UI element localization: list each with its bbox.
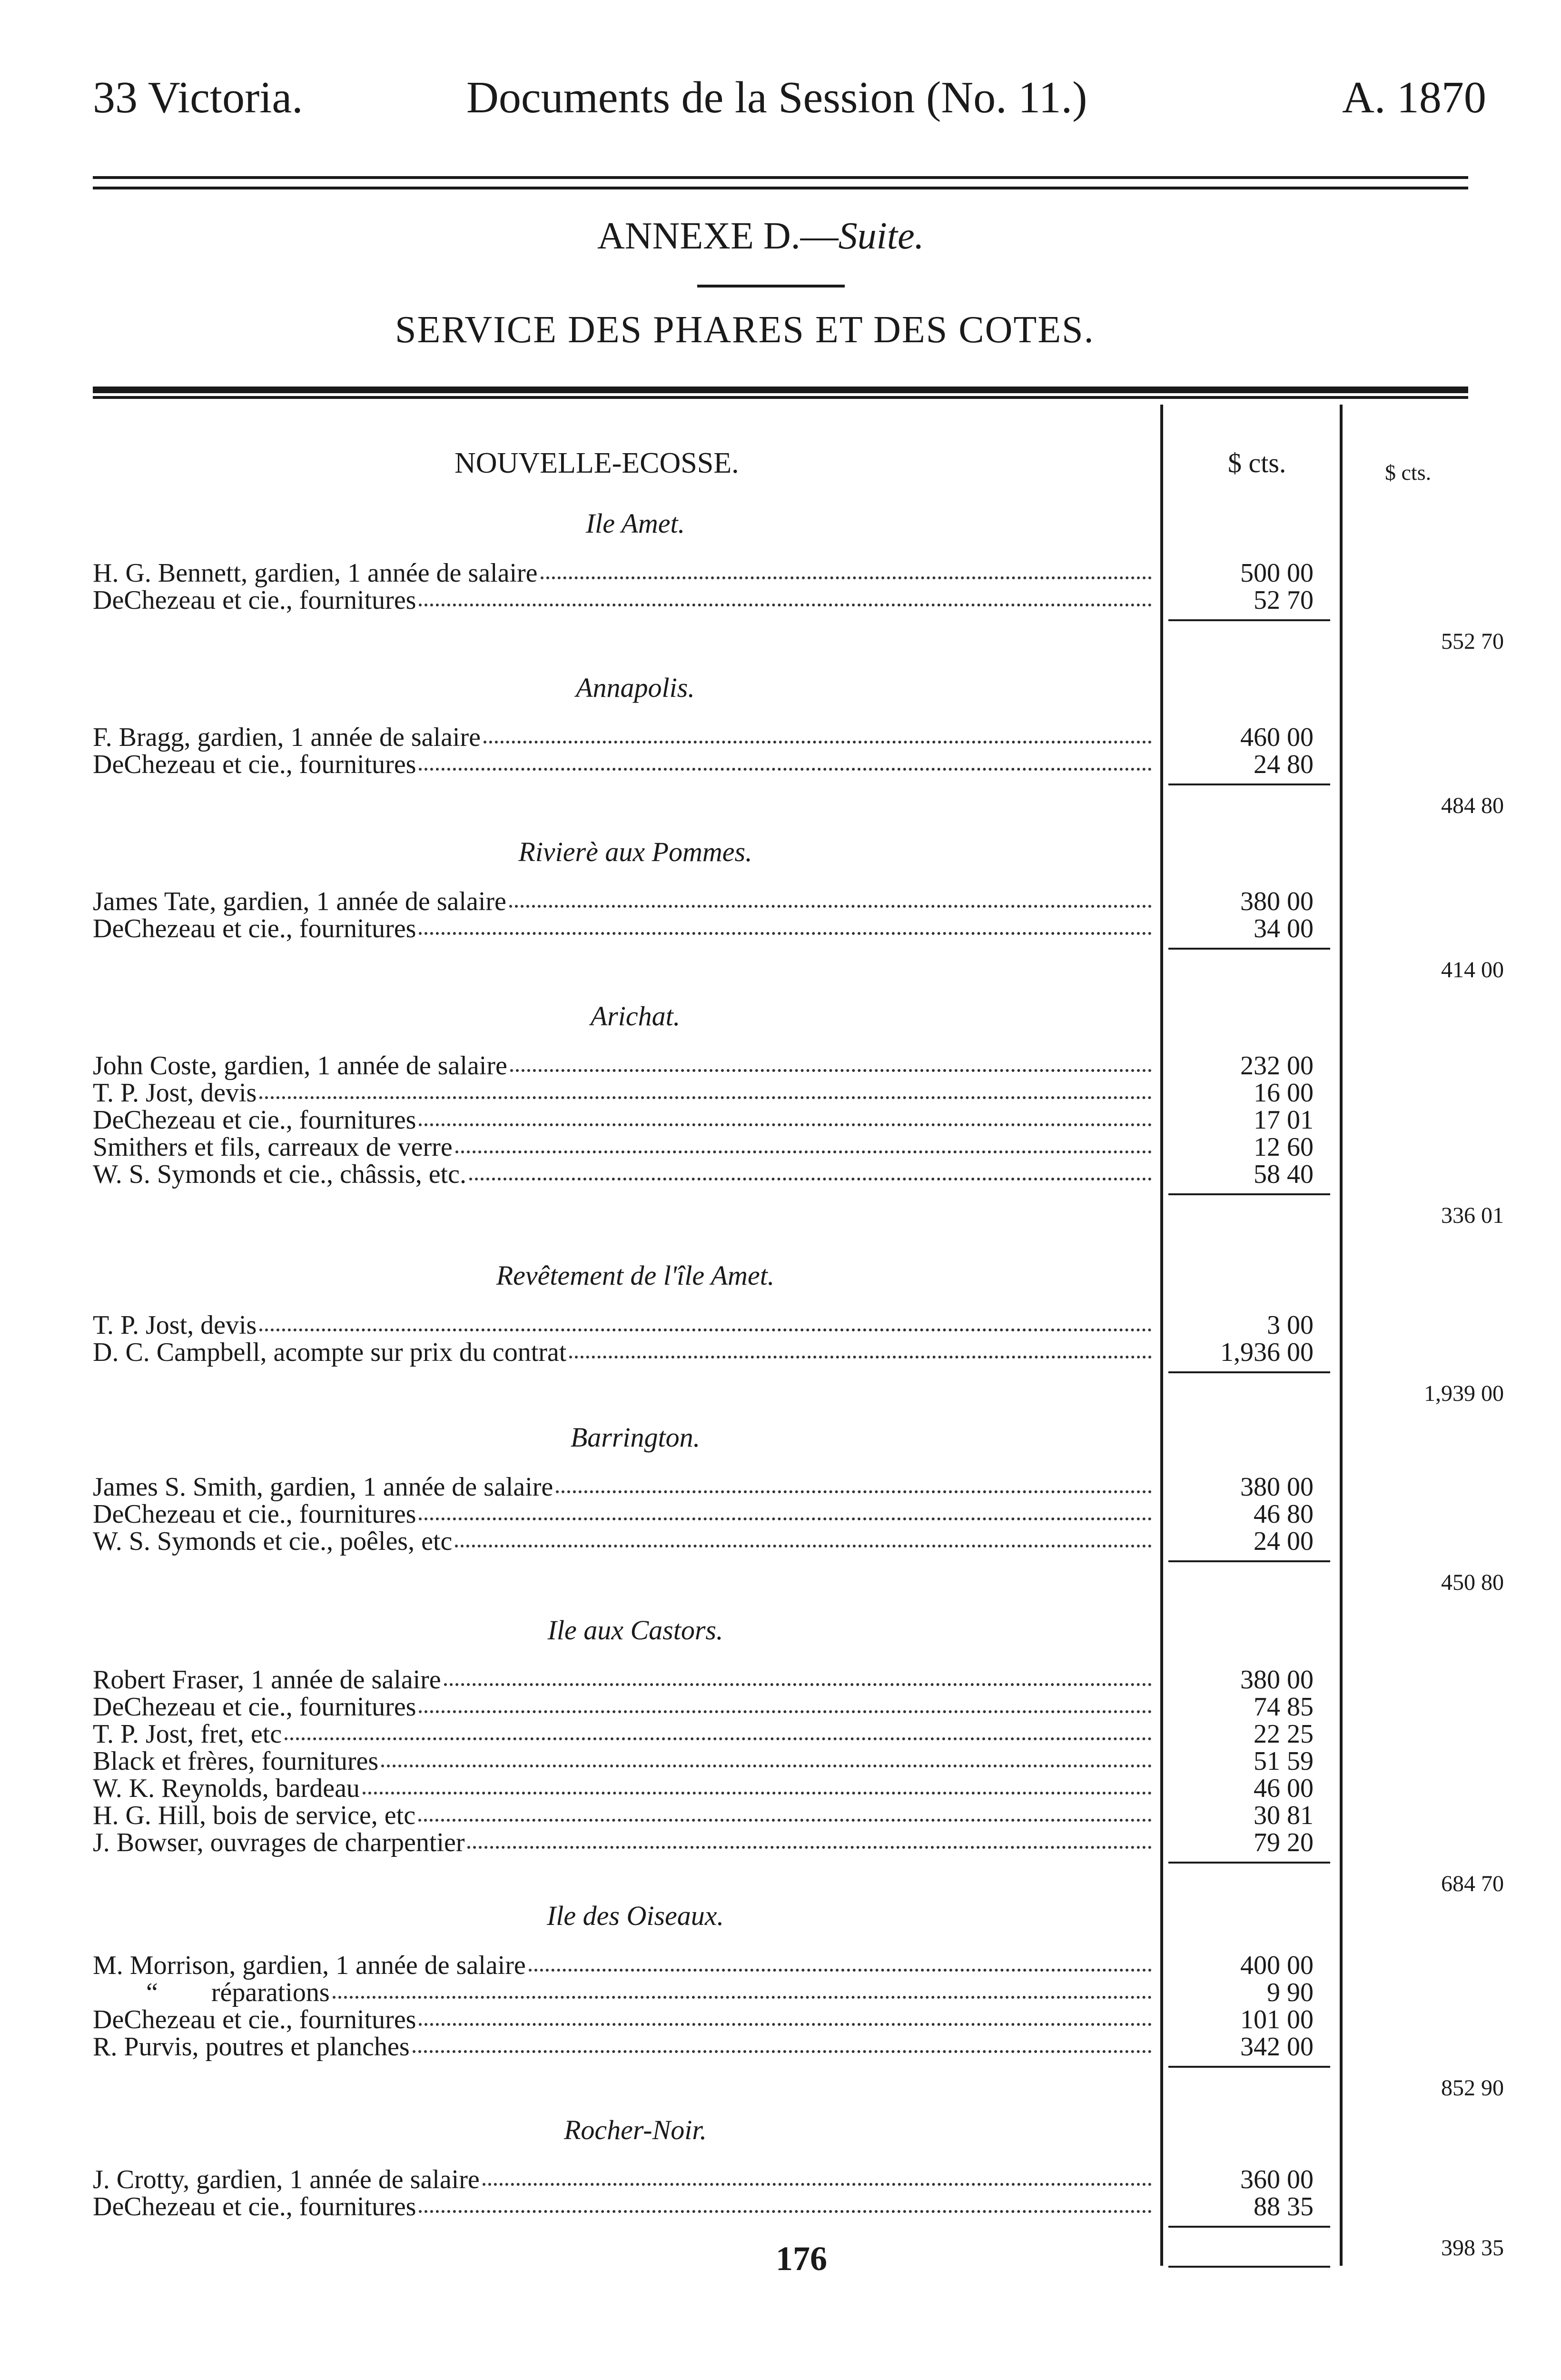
ledger-row: [93, 915, 1156, 942]
entry-amount: 9 90: [1267, 1978, 1314, 2007]
entry-label: DeChezeau et cie., fournitures: [93, 2192, 416, 2221]
annexe-label: ANNEXE D.—: [597, 215, 839, 257]
section-total: 852 90: [1441, 2075, 1504, 2101]
column-divider: [1160, 405, 1163, 2266]
ledger-row: [93, 888, 1156, 915]
ledger-row: [93, 1339, 1156, 1366]
entry-label: W. K. Reynolds, bardeau: [93, 1774, 360, 1803]
entry-amount: 88 35: [1254, 2192, 1314, 2221]
ledger-row: [93, 1693, 1156, 1721]
dot-leader: [483, 2166, 1152, 2186]
entry-label: R. Purvis, poutres et planches: [93, 2032, 410, 2062]
entry-label: John Coste, gardien, 1 année de salaire: [93, 1051, 507, 1081]
section-title: Barrington.: [570, 1422, 701, 1453]
ledger-row: [93, 2006, 1156, 2033]
dot-leader: [418, 1802, 1152, 1822]
section-title: Ile Amet.: [585, 508, 685, 539]
entry-label: James S. Smith, gardien, 1 année de salaire: [93, 1472, 553, 1502]
entry-amount: 232 00: [1240, 1051, 1314, 1081]
entry-amount: 400 00: [1240, 1951, 1314, 1980]
entry-amount: 22 25: [1254, 1719, 1314, 1749]
ledger-row: [93, 586, 1156, 614]
dot-leader: [419, 1106, 1152, 1126]
subtotal-rule: [1168, 1560, 1330, 1562]
subtotal-rule: [1168, 2066, 1330, 2068]
header-rule: [93, 187, 1468, 189]
ledger-row: [93, 2033, 1156, 2061]
entry-amount: 3 00: [1267, 1310, 1314, 1340]
dot-leader: [541, 559, 1152, 579]
entry-amount: 101 00: [1240, 2005, 1314, 2034]
entry-label: M. Morrison, gardien, 1 année de salaire: [93, 1951, 526, 1980]
section-title: Rivierè aux Pommes.: [518, 836, 752, 867]
entry-amount: 380 00: [1240, 1665, 1314, 1695]
dot-leader: [484, 724, 1152, 744]
entry-label: James Tate, gardien, 1 année de salaire: [93, 887, 506, 916]
entry-label: DeChezeau et cie., fournitures: [93, 750, 416, 779]
ledger-row: [93, 1979, 1156, 2006]
ledger-row: [93, 559, 1156, 587]
entry-label: H. G. Hill, bois de service, etc: [93, 1801, 416, 1830]
entry-amount: 52 70: [1254, 585, 1314, 615]
dot-leader: [455, 1133, 1152, 1153]
dot-leader: [419, 2006, 1152, 2026]
ledger-row: [93, 1052, 1156, 1080]
dot-leader: [285, 1720, 1152, 1740]
entry-amount: 380 00: [1240, 887, 1314, 916]
ledger-row: [93, 751, 1156, 778]
dot-leader: [467, 1829, 1152, 1849]
subtotal-rule: [1168, 619, 1330, 621]
dot-leader: [455, 1527, 1152, 1547]
entry-amount: 12 60: [1254, 1132, 1314, 1162]
section-title: Rocher-Noir.: [563, 2114, 707, 2145]
entry-label: D. C. Campbell, acompte sur prix du contrat: [93, 1338, 567, 1367]
entry-label: F. Bragg, gardien, 1 année de salaire: [93, 723, 481, 752]
entry-amount: 17 01: [1254, 1105, 1314, 1135]
ledger-row: [93, 1133, 1156, 1161]
entry-label: DeChezeau et cie., fournitures: [93, 1499, 416, 1529]
entry-label: DeChezeau et cie., fournitures: [93, 585, 416, 615]
entry-amount: 34 00: [1254, 914, 1314, 943]
dot-leader: [569, 1339, 1152, 1359]
entry-label: T. P. Jost, devis: [93, 1310, 257, 1340]
entry-amount: 79 20: [1254, 1828, 1314, 1857]
entry-amount: 16 00: [1254, 1078, 1314, 1108]
ledger-row: [93, 1720, 1156, 1748]
annexe-suffix: Suite.: [838, 215, 924, 257]
section-total: 684 70: [1441, 1871, 1504, 1896]
dot-leader: [419, 586, 1152, 606]
entry-label: J. Bowser, ouvrages de charpentier: [93, 1828, 465, 1857]
entry-label: DeChezeau et cie., fournitures: [93, 1692, 416, 1722]
province-heading: NOUVELLE-ECOSSE.: [454, 447, 739, 479]
ledger-row: [93, 1527, 1156, 1555]
entry-amount: 342 00: [1240, 2032, 1314, 2062]
page-number: 176: [776, 2240, 827, 2278]
entry-amount: 46 80: [1254, 1499, 1314, 1529]
entry-label: W. S. Symonds et cie., poêles, etc: [93, 1527, 453, 1556]
ledger-row: [93, 1500, 1156, 1528]
entry-label: J. Crotty, gardien, 1 année de salaire: [93, 2165, 480, 2194]
dot-leader: [259, 1311, 1152, 1331]
dot-leader: [419, 1500, 1152, 1520]
ledger-row: [93, 1802, 1156, 1829]
column-divider: [1340, 405, 1343, 2266]
entry-label: DeChezeau et cie., fournitures: [93, 1105, 416, 1135]
dot-leader: [444, 1666, 1152, 1686]
section-title: Revêtement de l'île Amet.: [496, 1260, 775, 1291]
section-total: 398 35: [1441, 2235, 1504, 2261]
dot-leader: [419, 915, 1152, 935]
subtotal-rule: [1168, 2226, 1330, 2228]
section-total: 552 70: [1441, 629, 1504, 654]
table-top-rule: [93, 387, 1468, 393]
ledger-row: [93, 1829, 1156, 1856]
section-title: Ile aux Castors.: [547, 1615, 723, 1646]
entry-label: T. P. Jost, devis: [93, 1078, 257, 1108]
entry-amount: 500 00: [1240, 558, 1314, 588]
entry-label: DeChezeau et cie., fournitures: [93, 914, 416, 943]
dot-leader: [419, 751, 1152, 771]
entry-label: Smithers et fils, carreaux de verre: [93, 1132, 453, 1162]
ledger-row: [93, 1160, 1156, 1188]
ledger-row: [93, 1747, 1156, 1775]
ledger-row: [93, 2166, 1156, 2193]
entry-label: Black et frères, fournitures: [93, 1746, 379, 1776]
entry-amount: 74 85: [1254, 1692, 1314, 1722]
entry-label: Robert Fraser, 1 année de salaire: [93, 1665, 441, 1695]
entry-amount: 51 59: [1254, 1746, 1314, 1776]
ledger-row: [93, 1952, 1156, 1979]
section-total: 1,939 00: [1424, 1381, 1504, 1406]
entry-label: T. P. Jost, fret, etc: [93, 1719, 282, 1749]
document-title: Documents de la Session (No. 11.): [466, 73, 1087, 122]
dot-leader: [333, 1979, 1152, 1999]
dot-leader: [510, 1052, 1152, 1072]
title-divider: [697, 285, 845, 288]
section-total: 450 80: [1441, 1570, 1504, 1595]
entry-amount: 24 80: [1254, 750, 1314, 779]
section-total: 414 00: [1441, 957, 1504, 982]
final-sum-rule: [1168, 2266, 1330, 2268]
entry-amount: 30 81: [1254, 1801, 1314, 1830]
section-total: 484 80: [1441, 793, 1504, 818]
entry-label: “ réparations: [93, 1978, 330, 2007]
dot-leader: [381, 1747, 1152, 1767]
dot-leader: [469, 1160, 1152, 1180]
ledger-row: [93, 1666, 1156, 1694]
total-column-header: $ cts.: [1385, 460, 1432, 485]
table-top-rule: [93, 396, 1468, 399]
entry-amount: 460 00: [1240, 723, 1314, 752]
entry-label: H. G. Bennett, gardien, 1 année de salaire: [93, 558, 538, 588]
entry-amount: 380 00: [1240, 1472, 1314, 1502]
subtotal-rule: [1168, 1193, 1330, 1195]
section-title: Arichat.: [590, 1001, 681, 1031]
ledger-row: [93, 1106, 1156, 1134]
section-title: Annapolis.: [576, 672, 695, 703]
entry-amount: 58 40: [1254, 1160, 1314, 1189]
dot-leader: [556, 1473, 1152, 1493]
entry-amount: 360 00: [1240, 2165, 1314, 2194]
ledger-row: [93, 1311, 1156, 1339]
ledger-row: [93, 724, 1156, 751]
dot-leader: [259, 1079, 1152, 1099]
year-label: A. 1870: [1342, 73, 1486, 122]
dot-leader: [419, 2193, 1152, 2213]
annexe-title: [597, 213, 924, 259]
entry-label: DeChezeau et cie., fournitures: [93, 2005, 416, 2034]
ledger-row: [93, 1775, 1156, 1802]
ledger-row: [93, 1079, 1156, 1107]
service-title: SERVICE DES PHARES ET DES COTES.: [395, 309, 1095, 351]
subtotal-rule: [1168, 948, 1330, 950]
dot-leader: [529, 1952, 1152, 1972]
subtotal-rule: [1168, 783, 1330, 785]
dot-leader: [419, 1693, 1152, 1713]
session-volume: 33 Victoria.: [93, 73, 303, 122]
entry-amount: 46 00: [1254, 1774, 1314, 1803]
dot-leader: [509, 888, 1152, 908]
subtotal-rule: [1168, 1371, 1330, 1373]
dot-leader: [413, 2033, 1152, 2053]
entry-amount: 1,936 00: [1220, 1338, 1314, 1367]
entry-label: W. S. Symonds et cie., châssis, etc.: [93, 1160, 466, 1189]
ledger-row: [93, 1473, 1156, 1501]
entry-amount: 24 00: [1254, 1527, 1314, 1556]
ledger-row: [93, 2193, 1156, 2221]
subtotal-rule: [1168, 1862, 1330, 1864]
amount-column-header: $ cts.: [1228, 447, 1286, 478]
section-title: Ile des Oiseaux.: [546, 1900, 724, 1931]
dot-leader: [363, 1775, 1152, 1795]
section-total: 336 01: [1441, 1203, 1504, 1228]
header-rule: [93, 176, 1468, 179]
